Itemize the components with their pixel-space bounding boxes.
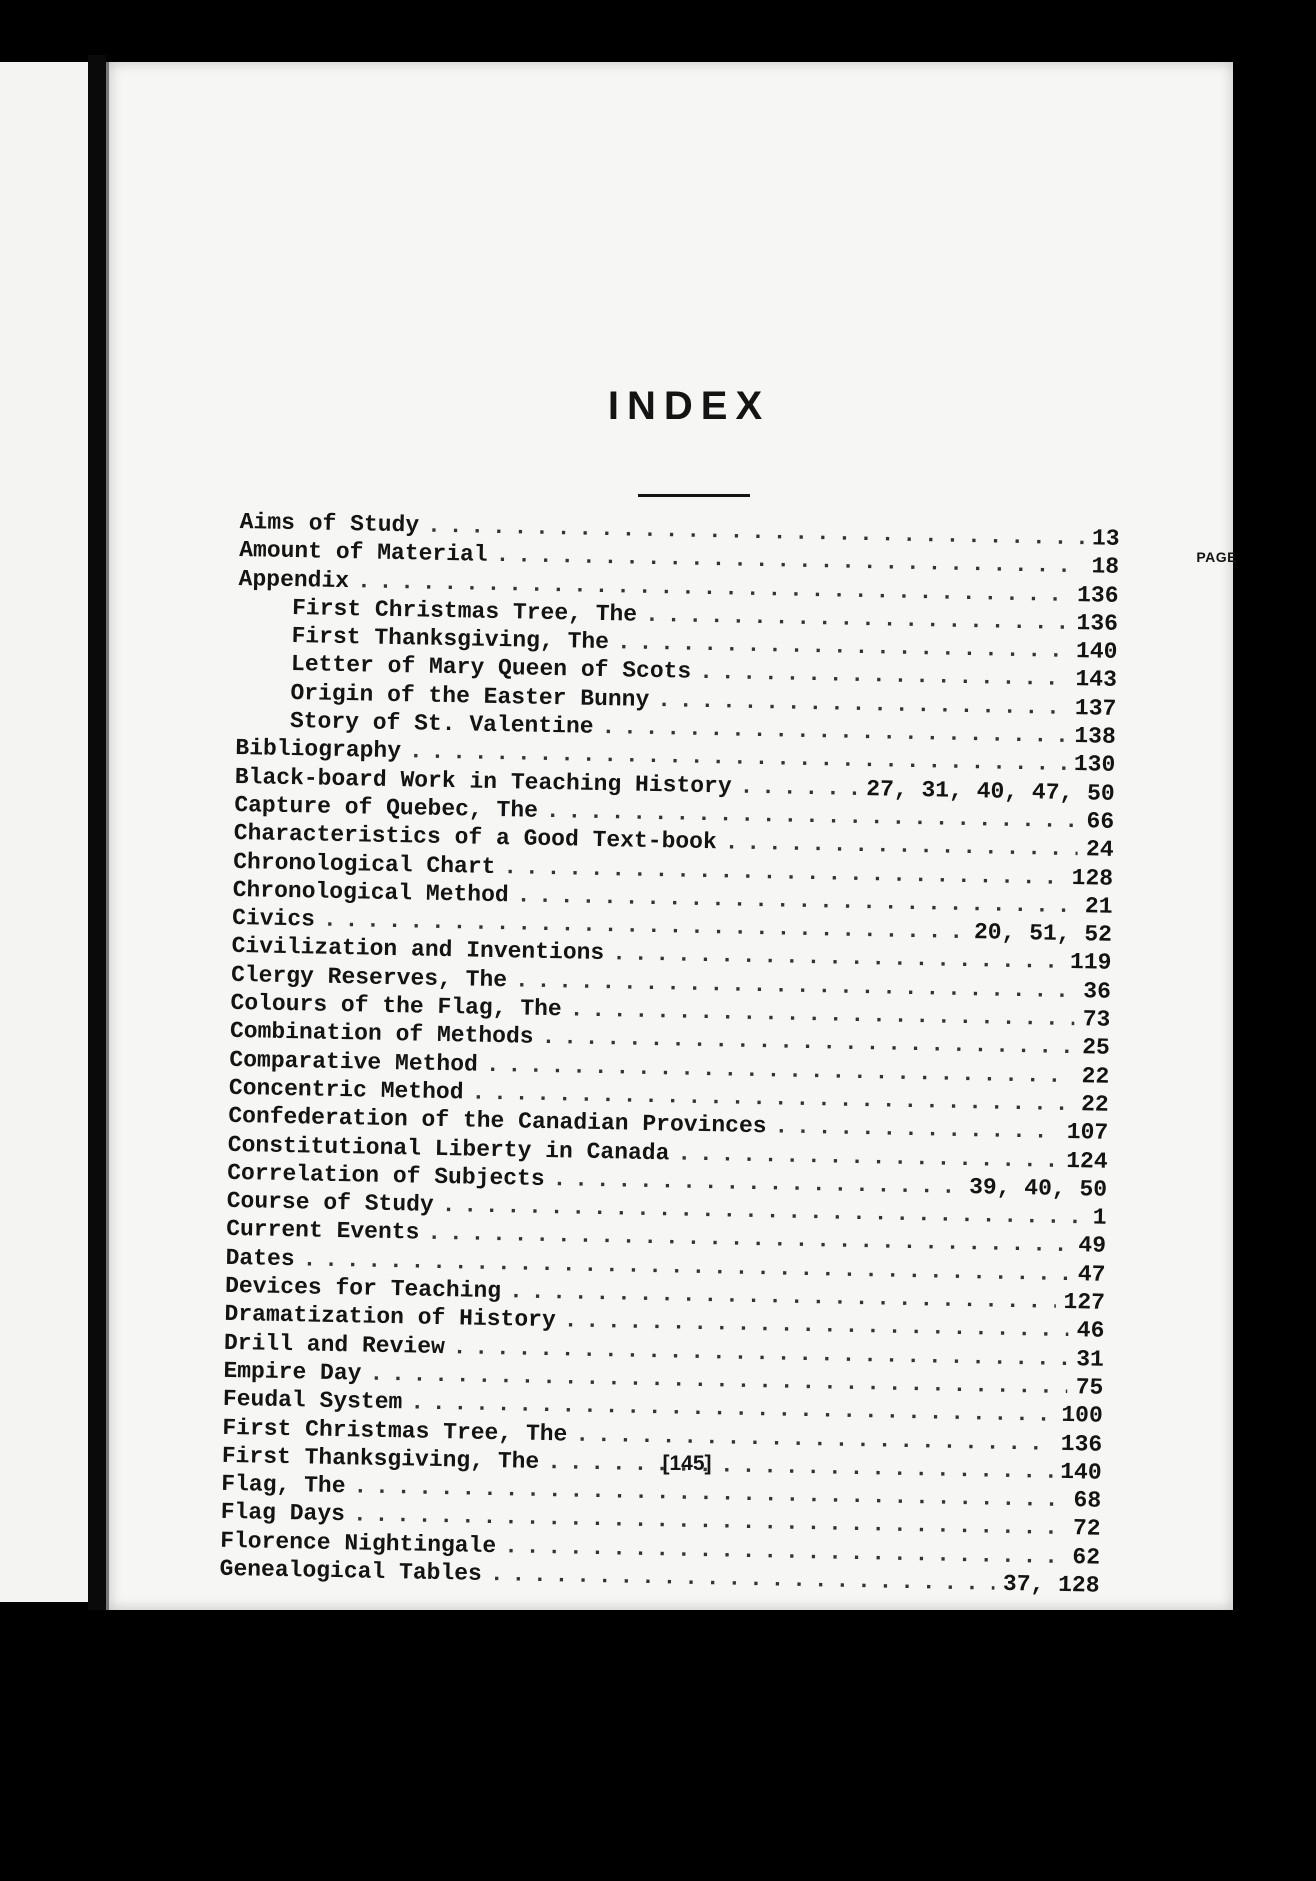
index-term: Drill and Review xyxy=(223,1329,446,1360)
index-page-refs: 68 xyxy=(1073,1487,1102,1514)
index-term: Combination of Methods xyxy=(229,1018,534,1051)
index-term: Course of Study xyxy=(226,1187,434,1218)
index-term: Letter of Mary Queen of Scots xyxy=(290,651,692,686)
index-page-refs: 136 xyxy=(1076,609,1119,637)
index-term: Feudal System xyxy=(222,1386,403,1416)
index-term: Chronological Method xyxy=(232,876,509,909)
index-term: Black-board Work in Teaching History xyxy=(234,763,732,800)
index-page-refs: 1 xyxy=(1092,1204,1107,1231)
dot-leader xyxy=(725,830,1079,863)
index-page-refs: 13 xyxy=(1091,525,1120,552)
index-page-refs: 31 xyxy=(1075,1345,1105,1373)
index-term: Confederation of the Canadian Provinces xyxy=(228,1103,767,1140)
index-page-refs: 47 xyxy=(1077,1260,1106,1288)
index-page-refs: 130 xyxy=(1073,751,1116,779)
index-page-refs: 22 xyxy=(1080,1091,1109,1118)
index-term: Empire Day xyxy=(223,1357,362,1387)
facing-page-edge xyxy=(0,62,88,1602)
index-term: Concentric Method xyxy=(228,1074,464,1106)
index-term: First Thanksgiving, The xyxy=(291,623,610,656)
index-page-refs: 140 xyxy=(1059,1458,1102,1486)
index-page-refs: 75 xyxy=(1075,1374,1104,1401)
index-term: First Christmas Tree, The xyxy=(222,1414,568,1447)
index-term: Flag, The xyxy=(221,1470,346,1500)
index-page-refs: 100 xyxy=(1061,1402,1103,1429)
index-term: Constitutional Liberty in Canada xyxy=(227,1131,670,1166)
index-term: Story of St. Valentine xyxy=(289,708,594,740)
dot-leader xyxy=(739,773,858,801)
index-term: Civics xyxy=(231,905,316,933)
index-term: Chronological Chart xyxy=(232,848,496,880)
index-page-refs: 136 xyxy=(1060,1430,1103,1458)
index-entries xyxy=(219,509,1119,1601)
index-page-refs: 66 xyxy=(1086,808,1115,835)
title-rule xyxy=(638,494,750,497)
index-page-refs: 119 xyxy=(1069,949,1112,977)
index-term: Civilization and Inventions xyxy=(231,933,605,967)
index-page-refs: 20, 51, 52 xyxy=(973,919,1113,948)
index-page-refs: 18 xyxy=(1091,553,1120,581)
page-number: [145] xyxy=(662,1452,712,1475)
index-page-refs: 73 xyxy=(1082,1006,1111,1033)
index-term: Colours of the Flag, The xyxy=(230,989,562,1023)
index-term: Correlation of Subjects xyxy=(227,1159,545,1192)
index-page-refs: 128 xyxy=(1071,864,1114,892)
index-term: First Thanksgiving, The xyxy=(221,1442,540,1475)
page-column-label: PAGE xyxy=(1196,549,1237,565)
page-title: INDEX xyxy=(607,384,771,428)
index-term: Bibliography xyxy=(235,735,402,765)
index-term: Comparative Method xyxy=(229,1046,479,1078)
dot-leader xyxy=(774,1114,1059,1145)
index-page-refs: 39, 40, 50 xyxy=(968,1173,1108,1203)
index-page-refs: 22 xyxy=(1081,1062,1110,1090)
index-page-refs: 140 xyxy=(1075,638,1118,666)
index-page-refs: 127 xyxy=(1063,1288,1106,1316)
index-term: Amount of Material xyxy=(238,537,488,569)
index-page-refs: 107 xyxy=(1066,1119,1109,1147)
index-term: Characteristics of a Good Text-book xyxy=(233,820,718,856)
index-term: Clergy Reserves, The xyxy=(230,961,508,993)
index-term: Genealogical Tables xyxy=(219,1555,483,1587)
index-page-refs: 62 xyxy=(1072,1543,1101,1571)
index-page-refs: 24 xyxy=(1085,836,1114,864)
index-term: First Christmas Tree, The xyxy=(291,594,638,628)
index-page-refs: 72 xyxy=(1072,1515,1101,1543)
index-term: Flag Days xyxy=(220,1499,346,1528)
index-page-refs: 25 xyxy=(1081,1034,1111,1062)
index-term: Dates xyxy=(225,1244,295,1272)
index-term: Aims of Study xyxy=(239,509,420,539)
index-page-refs: 136 xyxy=(1076,581,1119,609)
index-page-refs: 124 xyxy=(1065,1147,1108,1175)
index-term: Appendix xyxy=(238,565,350,594)
book-spine xyxy=(88,55,106,1610)
index-term: Devices for Teaching xyxy=(224,1272,502,1305)
index-page-refs: 37, 128 xyxy=(1002,1570,1100,1599)
index-term: Origin of the Easter Bunny xyxy=(290,679,650,713)
index-term: Florence Nightingale xyxy=(219,1527,497,1559)
index-term: Current Events xyxy=(225,1216,420,1246)
index-page-refs: 49 xyxy=(1078,1232,1107,1260)
index-page-refs: 21 xyxy=(1084,893,1113,920)
index-page-refs: 137 xyxy=(1074,694,1117,722)
index-term: Capture of Quebec, The xyxy=(234,791,539,824)
index-page-refs: 36 xyxy=(1083,978,1112,1005)
index-term: Dramatization of History xyxy=(224,1301,556,1334)
index-page-refs: 46 xyxy=(1076,1317,1105,1345)
index-page-refs: 143 xyxy=(1075,666,1118,694)
index-page-refs: 27, 31, 40, 47, 50 xyxy=(866,775,1115,807)
index-page-refs: 138 xyxy=(1074,723,1117,750)
